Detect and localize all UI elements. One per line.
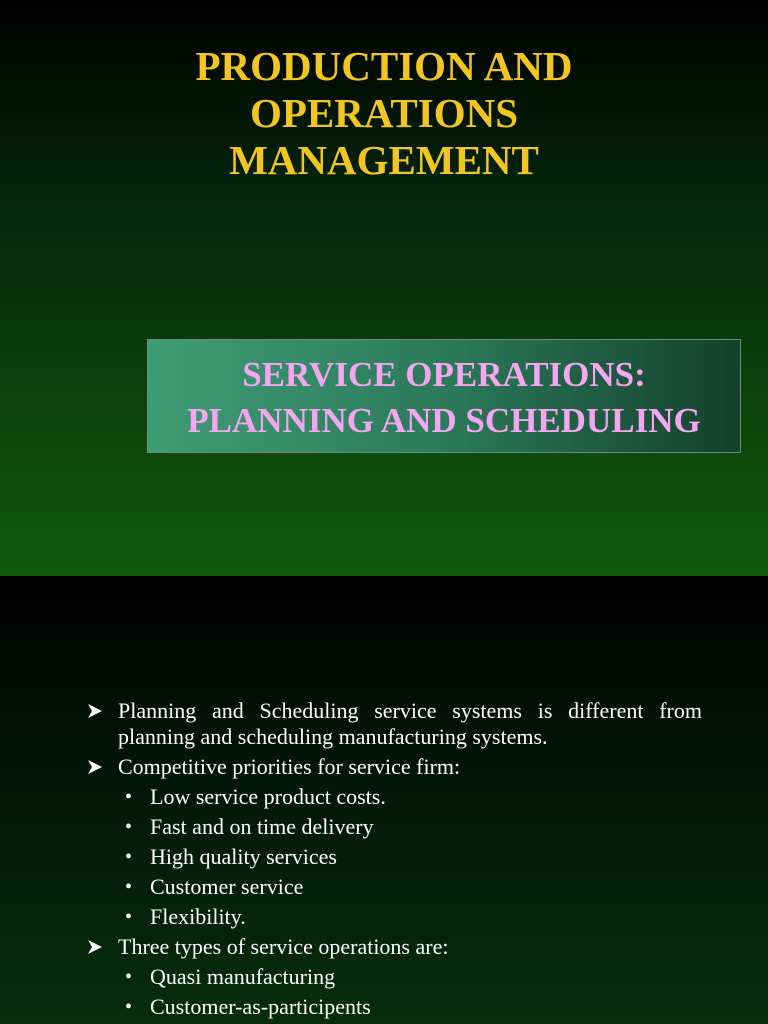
dot-bullet-icon: • bbox=[125, 966, 133, 988]
main-title bbox=[0, 43, 768, 184]
main-title-line: OPERATIONS bbox=[249, 90, 519, 136]
arrow-bullet-icon bbox=[86, 934, 106, 960]
sub-bullet-text: Quasi manufacturing bbox=[150, 964, 336, 989]
sub-bullet-text: Flexibility. bbox=[150, 904, 246, 929]
main-title-line: MANAGEMENT bbox=[229, 137, 539, 183]
arrow-bullet-icon bbox=[86, 698, 106, 724]
subtitle-line: PLANNING AND SCHEDULING bbox=[187, 401, 701, 440]
subtitle-box bbox=[147, 339, 741, 453]
sub-bullet-item bbox=[86, 994, 702, 1020]
bullet-text: Three types of service operations are: bbox=[118, 934, 449, 959]
dot-bullet-icon: • bbox=[125, 846, 133, 868]
bullet-text: Planning and Scheduling service systems is different from planning and scheduling manufacturing systems. bbox=[118, 698, 702, 749]
sub-bullet-text: Fast and on time delivery bbox=[150, 814, 374, 839]
bullet-text: Competitive priorities for service firm: bbox=[118, 754, 461, 779]
subtitle-line: SERVICE OPERATIONS: bbox=[242, 355, 646, 394]
main-title-line: PRODUCTION AND bbox=[195, 43, 573, 89]
content-slide bbox=[0, 576, 768, 1024]
sub-bullet-text: Customer service bbox=[150, 874, 304, 899]
sub-bullet-text: Customer-as-participents bbox=[150, 994, 371, 1019]
bullet-item bbox=[86, 754, 702, 780]
sub-bullet-text: Low service product costs. bbox=[150, 784, 386, 809]
sub-bullet-list bbox=[86, 784, 702, 930]
bullet-item bbox=[86, 698, 702, 750]
sub-bullet-list bbox=[86, 964, 702, 1020]
bullet-list bbox=[86, 698, 702, 1024]
sub-bullet-item bbox=[86, 814, 702, 840]
sub-bullet-item bbox=[86, 874, 702, 900]
arrow-bullet-icon bbox=[86, 754, 106, 780]
sub-bullet-item bbox=[86, 904, 702, 930]
sub-bullet-item bbox=[86, 964, 702, 990]
dot-bullet-icon: • bbox=[125, 996, 133, 1018]
sub-bullet-text: High quality services bbox=[150, 844, 337, 869]
dot-bullet-icon: • bbox=[125, 906, 133, 928]
sub-bullet-item bbox=[86, 784, 702, 810]
bullet-item bbox=[86, 934, 702, 960]
dot-bullet-icon: • bbox=[125, 816, 133, 838]
dot-bullet-icon: • bbox=[125, 786, 133, 808]
sub-bullet-item bbox=[86, 844, 702, 870]
dot-bullet-icon: • bbox=[125, 876, 133, 898]
